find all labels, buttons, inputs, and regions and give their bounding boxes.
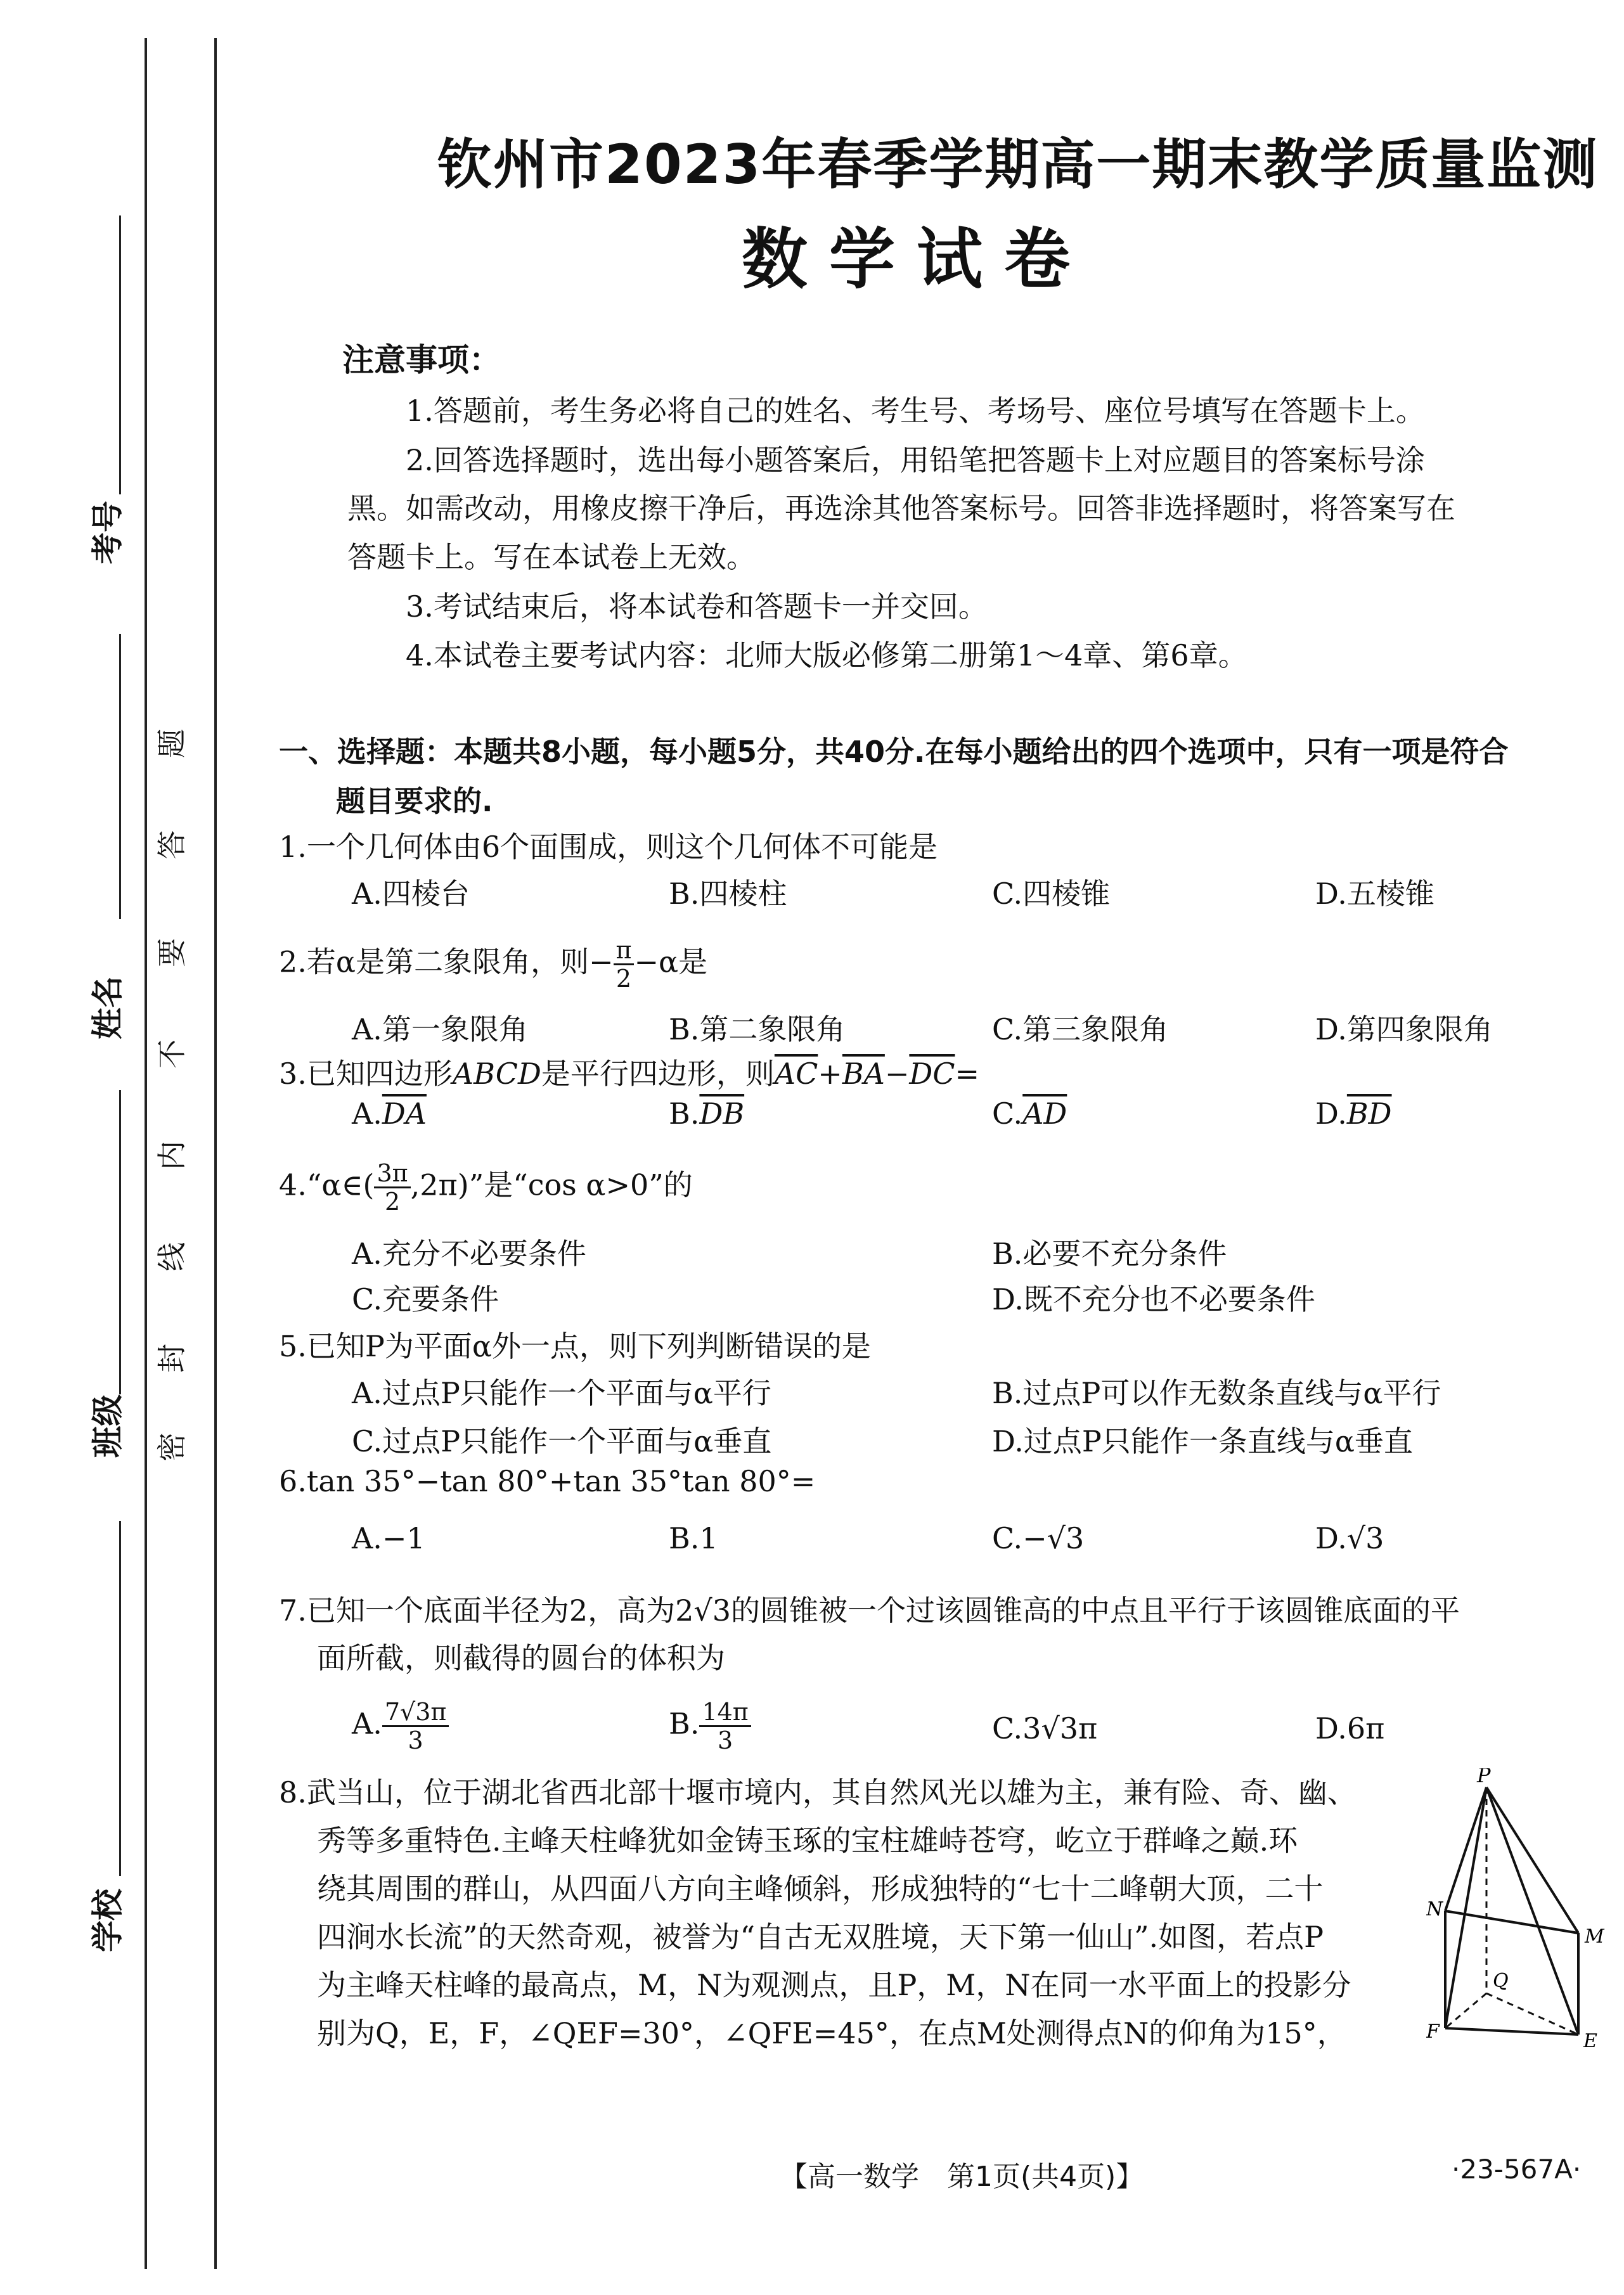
q3-stem-pre: 3.已知四边形 <box>279 1057 453 1091</box>
fig-label-p: P <box>1477 1768 1491 1787</box>
subject-title: 数学试卷 <box>742 221 1092 298</box>
q2-option-a: A.第一象限角 <box>352 1012 528 1046</box>
notice-line-5: 3.考试结束后，将本试卷和答题卡一并交回。 <box>406 589 988 624</box>
q3-option-a <box>352 1096 427 1131</box>
q4-fraction <box>374 1160 410 1215</box>
fig-edge-pn <box>1445 1787 1486 1911</box>
q2-option-b: B.第二象限角 <box>669 1012 846 1046</box>
seal-char-3: 线 <box>155 1242 189 1271</box>
q2-fraction <box>614 937 635 992</box>
notice-line-4: 答题卡上。写在本试卷上无效。 <box>347 540 756 574</box>
q7-option-a-num: 7√3π <box>382 1699 449 1727</box>
q2-stem-pre: 2.若α是第二象限角，则− <box>279 944 614 979</box>
fig-label-n: N <box>1426 1898 1443 1920</box>
q8-line-5: 为主峰天柱峰的最高点，M，N为观测点，且P，M，N在同一水平面上的投影分 <box>317 1968 1351 2002</box>
q3-option-a-vec: $\overline{DA}$ <box>382 1096 427 1131</box>
q3-stem <box>279 1051 979 1093</box>
q3-option-b-label: B. <box>669 1096 700 1131</box>
q4-stem <box>279 1160 693 1215</box>
q3-vec-ac: $\overline{AC}$ <box>774 1057 818 1091</box>
q4-option-b: B.必要不充分条件 <box>992 1237 1227 1271</box>
binding-line-outer <box>145 38 147 2269</box>
q2-frac-num: π <box>614 937 635 965</box>
q2-stem <box>279 937 707 992</box>
q8-pyramid-figure <box>1426 1768 1610 2060</box>
q3-option-b-vec: $\overline{DB}$ <box>699 1096 745 1131</box>
section-1-heading: 一、选择题：本题共8小题，每小题5分，共40分.在每小题给出的四个选项中，只有一项是符合 <box>279 735 1509 769</box>
q7-option-a <box>352 1699 449 1754</box>
seal-char-6: 要 <box>155 938 189 967</box>
q1-option-d: D.五棱锥 <box>1315 877 1434 911</box>
q8-line-3: 绕其周围的群山，从四面八方向主峰倾斜，形成独特的“七十二峰朝大顶，二十 <box>317 1872 1324 1906</box>
seal-char-7: 答 <box>155 830 189 859</box>
q4-option-c: C.充要条件 <box>352 1282 499 1316</box>
fig-edge-fe <box>1445 2028 1578 2035</box>
q6-stem: 6.tan 35°−tan 80°+tan 35°tan 80°= <box>279 1464 816 1498</box>
q1-option-b: B.四棱柱 <box>669 877 787 911</box>
banji-field-line <box>119 1090 121 1394</box>
q8-line-4: 四涧水长流”的天然奇观，被誉为“自古无双胜境，天下第一仙山”.如图，若点P <box>317 1920 1324 1954</box>
seal-char-2: 封 <box>155 1344 189 1373</box>
q5-stem: 5.已知P为平面α外一点，则下列判断错误的是 <box>279 1329 871 1363</box>
q3-option-c <box>992 1096 1067 1131</box>
q3-op-2: − <box>884 1057 910 1091</box>
seal-char-1: 密 <box>155 1432 189 1462</box>
q1-option-c: C.四棱锥 <box>992 877 1111 911</box>
q1-stem: 1.一个几何体由6个面围成，则这个几何体不可能是 <box>279 830 938 864</box>
banji-label: 班级 <box>89 1394 126 1458</box>
fig-edge-pf <box>1445 1787 1486 2028</box>
q5-option-a: A.过点P只能作一个平面与α平行 <box>352 1376 771 1410</box>
q2-option-c: C.第三象限角 <box>992 1012 1169 1046</box>
q7-stem-line-1: 7.已知一个底面半径为2，高为2√3的圆锥被一个过该圆锥高的中点且平行于该圆锥底面的平 <box>279 1593 1460 1628</box>
q3-op-1: + <box>818 1057 842 1091</box>
q3-option-a-label: A. <box>352 1096 382 1131</box>
q1-option-a: A.四棱台 <box>352 877 470 911</box>
q7-option-b <box>669 1699 751 1754</box>
q7-option-b-frac <box>699 1699 751 1754</box>
kaohao-label: 考号 <box>89 501 126 564</box>
fig-label-e: E <box>1583 2030 1597 2052</box>
exam-title: 钦州市2023年春季学期高一期末教学质量监测 <box>437 133 1599 196</box>
section-1-heading-cont: 题目要求的. <box>336 784 493 818</box>
q3-option-d <box>1315 1096 1392 1131</box>
fig-label-q: Q <box>1493 1970 1509 1992</box>
q7-option-c: C.3√3π <box>992 1711 1098 1745</box>
q4-frac-den: 2 <box>384 1188 401 1216</box>
q6-option-a: A.−1 <box>352 1521 425 1555</box>
q8-line-1: 8.武当山，位于湖北省西北部十堰市境内，其自然风光以雄为主，兼有险、奇、幽、 <box>279 1775 1357 1810</box>
notice-line-6: 4.本试卷主要考试内容：北师大版必修第二册第1～4章、第6章。 <box>406 638 1247 672</box>
q7-option-a-frac <box>382 1699 449 1754</box>
fig-label-f: F <box>1426 2021 1440 2043</box>
notice-heading: 注意事项： <box>342 342 501 378</box>
binding-line-inner <box>214 38 217 2269</box>
q8-line-6: 别为Q，E，F，∠QEF=30°，∠QFE=45°，在点M处测得点N的仰角为15°， <box>317 2016 1346 2050</box>
q7-option-b-num: 14π <box>699 1699 751 1727</box>
fig-edge-nm <box>1445 1911 1578 1933</box>
page-footer: 【高一数学 第1页(共4页)】 <box>780 2161 1144 2193</box>
q4-frac-num: 3π <box>374 1160 410 1188</box>
q3-vec-dc: $\overline{DC}$ <box>909 1057 955 1091</box>
q4-stem-post: ,2π)”是“cos α>0”的 <box>410 1167 693 1202</box>
q3-eq: = <box>955 1057 980 1091</box>
q5-option-c: C.过点P只能作一个平面与α垂直 <box>352 1424 772 1458</box>
q7-stem-line-2: 面所截，则截得的圆台的体积为 <box>317 1641 725 1675</box>
q3-option-d-label: D. <box>1315 1096 1347 1131</box>
q4-stem-pre: 4.“α∈( <box>279 1167 375 1202</box>
notice-line-3: 黑。如需改动，用橡皮擦干净后，再选涂其他答案标号。回答非选择题时，将答案写在 <box>347 491 1455 525</box>
paper-code: ·23-567A· <box>1452 2154 1582 2185</box>
q2-stem-post: −α是 <box>634 944 708 979</box>
q3-option-c-label: C. <box>992 1096 1023 1131</box>
notice-line-1: 1.答题前，考生务必将自己的姓名、考生号、考场号、座位号填写在答题卡上。 <box>406 394 1425 428</box>
seal-char-5: 不 <box>155 1039 189 1069</box>
seal-char-8: 题 <box>155 729 189 758</box>
q2-frac-den: 2 <box>615 965 632 993</box>
q7-option-a-den: 3 <box>408 1726 423 1754</box>
xuexiao-field-line <box>119 1521 121 1876</box>
q4-option-a: A.充分不必要条件 <box>352 1237 586 1271</box>
q2-option-d: D.第四象限角 <box>1315 1012 1493 1046</box>
xingming-field-line <box>119 634 121 919</box>
q3-option-d-vec: $\overline{BD}$ <box>1346 1096 1392 1131</box>
q3-vec-ba: $\overline{BA}$ <box>842 1057 885 1091</box>
q5-option-d: D.过点P只能作一条直线与α垂直 <box>992 1424 1413 1458</box>
q7-option-d: D.6π <box>1315 1711 1385 1745</box>
xingming-label: 姓名 <box>89 976 126 1039</box>
q6-option-b: B.1 <box>669 1521 718 1555</box>
q6-option-c: C.−√3 <box>992 1521 1085 1555</box>
q5-option-b: B.过点P可以作无数条直线与α平行 <box>992 1376 1441 1410</box>
q8-line-2: 秀等多重特色.主峰天柱峰犹如金铸玉琢的宝柱雄峙苍穹，屹立于群峰之巅.环 <box>317 1823 1298 1858</box>
fig-label-m: M <box>1585 1925 1604 1948</box>
notice-line-2: 2.回答选择题时，选出每小题答案后，用铅笔把答题卡上对应题目的答案标号涂 <box>406 443 1425 477</box>
q3-stem-mid: 是平行四边形，则 <box>541 1057 775 1091</box>
q4-option-d: D.既不充分也不必要条件 <box>992 1282 1315 1316</box>
seal-char-4: 内 <box>155 1141 189 1170</box>
q3-option-b <box>669 1096 744 1131</box>
q3-option-c-vec: $\overline{AD}$ <box>1022 1096 1067 1131</box>
q7-option-b-den: 3 <box>718 1726 733 1754</box>
q7-option-a-label: A. <box>352 1706 382 1741</box>
xuexiao-label: 学校 <box>89 1889 126 1952</box>
q6-option-d: D.√3 <box>1315 1521 1384 1555</box>
q7-option-b-label: B. <box>669 1706 700 1741</box>
kaohao-field-line <box>119 215 121 494</box>
q3-abcd: ABCD <box>452 1057 541 1091</box>
